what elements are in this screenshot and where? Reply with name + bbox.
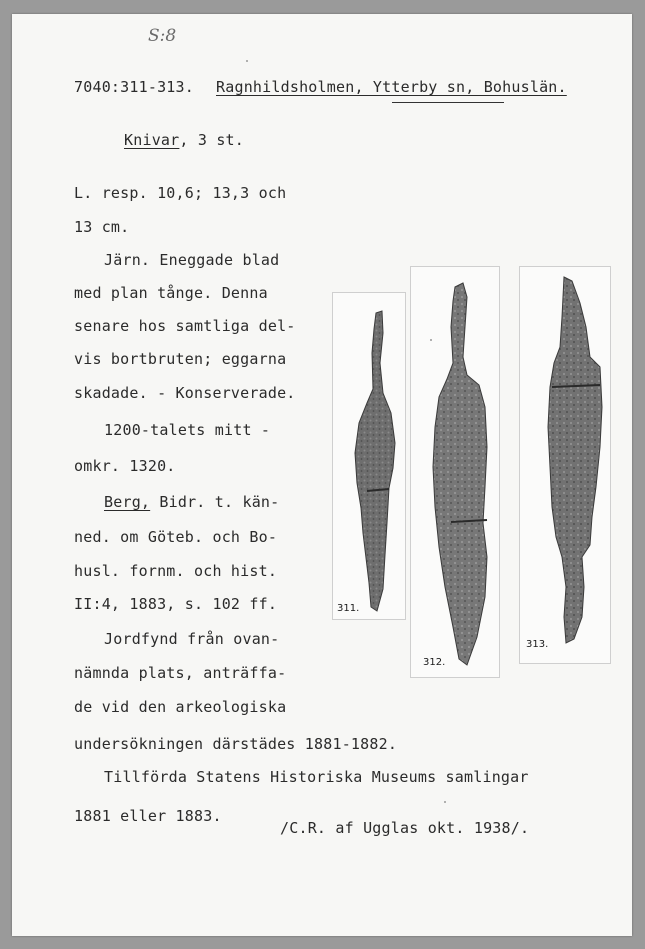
body-line: skadade. - Konserverade.: [74, 384, 296, 402]
body-line: 13 cm.: [74, 218, 130, 236]
knife-313-image: [520, 267, 610, 663]
knife-311-image: [333, 293, 405, 619]
object-title: [124, 131, 244, 149]
body-line: L. resp. 10,6; 13,3 och: [74, 184, 287, 202]
header-underline-extra: [392, 102, 504, 103]
body-line: omkr. 1320.: [74, 457, 176, 475]
body-line: de vid den arkeologiska: [74, 698, 287, 716]
body-line: 1881 eller 1883.: [74, 807, 222, 825]
reference-line: [104, 493, 279, 511]
photo-label-311: 311.: [337, 603, 360, 614]
body-line: husl. fornm. och hist.: [74, 562, 278, 580]
scan-speck: [246, 60, 248, 62]
body-line: Tillförda Statens Historiska Museums samlingar: [104, 768, 529, 786]
knife-312-image: [411, 267, 499, 667]
body-line: undersökningen därstädes 1881-1882.: [74, 735, 398, 753]
body-line: II:4, 1883, s. 102 ff.: [74, 595, 278, 613]
scan-speck: [444, 801, 446, 803]
body-line: 1200-talets mitt -: [104, 421, 271, 439]
header-place: Ragnhildsholmen, Ytterby sn, Bohuslän.: [216, 78, 567, 96]
reference-title: Bidr. t. kän-: [150, 493, 280, 511]
body-line: Jordfynd från ovan-: [104, 630, 280, 648]
corner-mark: S:8: [148, 26, 177, 46]
photo-label-313: 313.: [526, 639, 549, 650]
photo-label-312: 312.: [423, 657, 446, 668]
object-count: , 3 st.: [179, 131, 245, 149]
header-number: 7040:311-313.: [74, 78, 194, 96]
body-line: vis bortbruten; eggarna: [74, 350, 287, 368]
signature-line: /C.R. af Ugglas okt. 1938/.: [280, 819, 530, 837]
body-line: senare hos samtliga del-: [74, 317, 296, 335]
body-line: ned. om Göteb. och Bo-: [74, 528, 278, 546]
scan-speck: [430, 339, 432, 341]
photo-knife-313: [519, 266, 611, 664]
catalogue-card: [12, 14, 632, 936]
body-line: Järn. Eneggade blad: [104, 251, 280, 269]
object-name: Knivar: [124, 131, 180, 149]
photo-knife-311: [332, 292, 406, 620]
body-line: nämnda plats, anträffa-: [74, 664, 287, 682]
body-line: med plan tånge. Denna: [74, 284, 268, 302]
photo-knife-312: [410, 266, 500, 678]
reference-author: Berg,: [104, 493, 151, 511]
